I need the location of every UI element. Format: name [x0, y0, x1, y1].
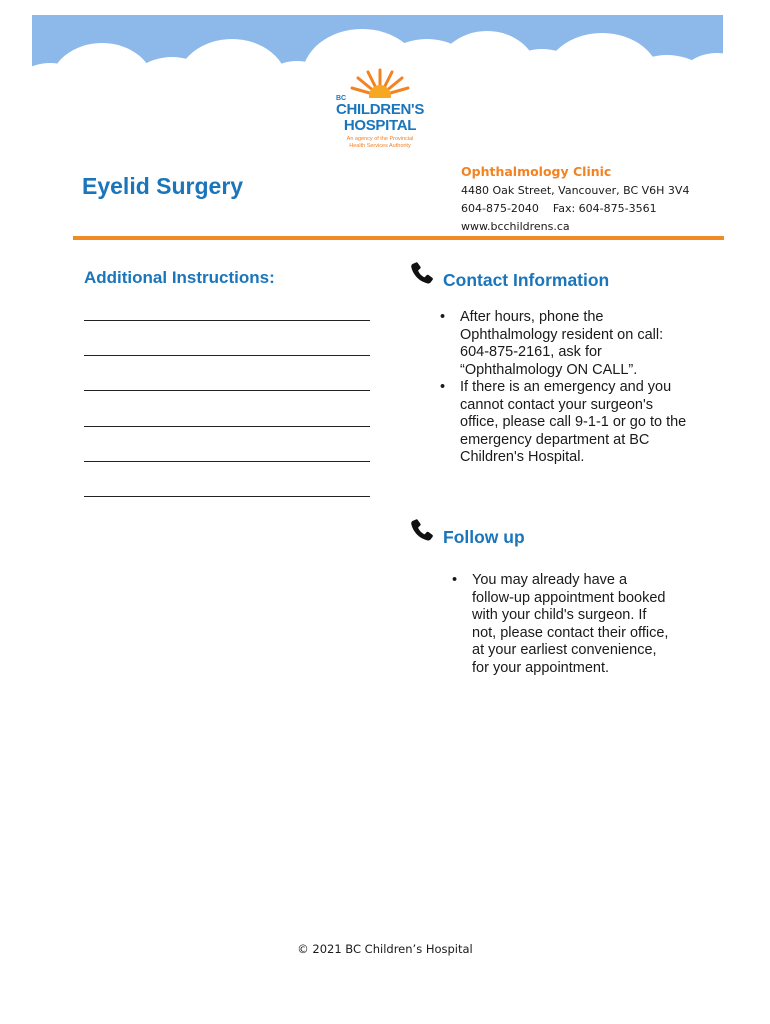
- clinic-address: 4480 Oak Street, Vancouver, BC V6H 3V4: [461, 184, 690, 197]
- list-item-line: emergency department at BC: [460, 431, 650, 448]
- instruction-blank-line[interactable]: [84, 496, 370, 497]
- list-item-line: cannot contact your surgeon's: [460, 396, 653, 413]
- list-item: [440, 379, 725, 467]
- logo-agency-line-1: An agency of the Provincial: [346, 136, 414, 142]
- bullet-icon: •: [440, 309, 446, 325]
- clinic-name: Ophthalmology Clinic: [461, 164, 612, 179]
- list-item-line: at your earliest convenience,: [472, 642, 657, 658]
- instruction-blank-line[interactable]: [84, 426, 370, 427]
- contact-section-title: Contact Information: [443, 270, 610, 290]
- logo-hospital-text: HOSPITAL: [343, 117, 417, 134]
- list-item-line: office, please call 9-1-1 or go to the: [460, 414, 687, 430]
- document-title: Eyelid Surgery: [82, 173, 244, 199]
- followup-section-title: Follow up: [443, 527, 525, 547]
- logo-bc-text: BC: [336, 95, 347, 102]
- logo-agency-text: [330, 136, 430, 150]
- list-item: [440, 309, 725, 379]
- list-item-line: Children's Hospital.: [460, 449, 585, 465]
- list-item-line: Ophthalmology resident on call:: [460, 326, 664, 343]
- bullet-icon: •: [440, 379, 446, 395]
- contact-section-header: [408, 260, 728, 294]
- sun-logo-icon: [330, 68, 430, 98]
- phone-icon: [408, 517, 436, 545]
- list-item-line: “Ophthalmology ON CALL”.: [460, 361, 638, 378]
- logo-agency-line-2: Health Services Authority: [349, 143, 411, 149]
- list-item: [452, 572, 712, 677]
- list-item-line: If there is an emergency and you: [460, 379, 672, 395]
- list-item-line: with your child's surgeon. If: [472, 607, 647, 623]
- list-item-line: for your appointment.: [472, 659, 610, 676]
- logo-childrens-text: CHILDREN'S: [335, 101, 425, 118]
- bc-childrens-hospital-logo: [330, 68, 430, 158]
- copyright-footer: © 2021 BC Children’s Hospital: [297, 942, 473, 956]
- instruction-blank-line[interactable]: [84, 390, 370, 391]
- clinic-website: www.bcchildrens.ca: [461, 220, 570, 233]
- list-item-line: 604-875-2161, ask for: [460, 344, 602, 360]
- instruction-blank-line[interactable]: [84, 461, 370, 462]
- instruction-blank-line[interactable]: [84, 355, 370, 356]
- header-divider: [73, 236, 724, 240]
- instruction-blank-line[interactable]: [84, 320, 370, 321]
- followup-section-header: [408, 517, 728, 551]
- followup-list: [452, 572, 712, 677]
- bullet-icon: •: [452, 572, 458, 588]
- phone-icon: [408, 260, 436, 288]
- clinic-info: [461, 164, 689, 236]
- contact-list: [440, 309, 725, 467]
- additional-instructions-title: Additional Instructions:: [84, 268, 275, 287]
- list-item-line: not, please contact their office,: [472, 624, 669, 641]
- list-item-line: You may already have a: [472, 572, 628, 588]
- clinic-phone-fax: 604-875-2040 Fax: 604-875-3561: [461, 202, 657, 215]
- list-item-line: follow-up appointment booked: [472, 589, 666, 606]
- list-item-line: After hours, phone the: [460, 309, 604, 325]
